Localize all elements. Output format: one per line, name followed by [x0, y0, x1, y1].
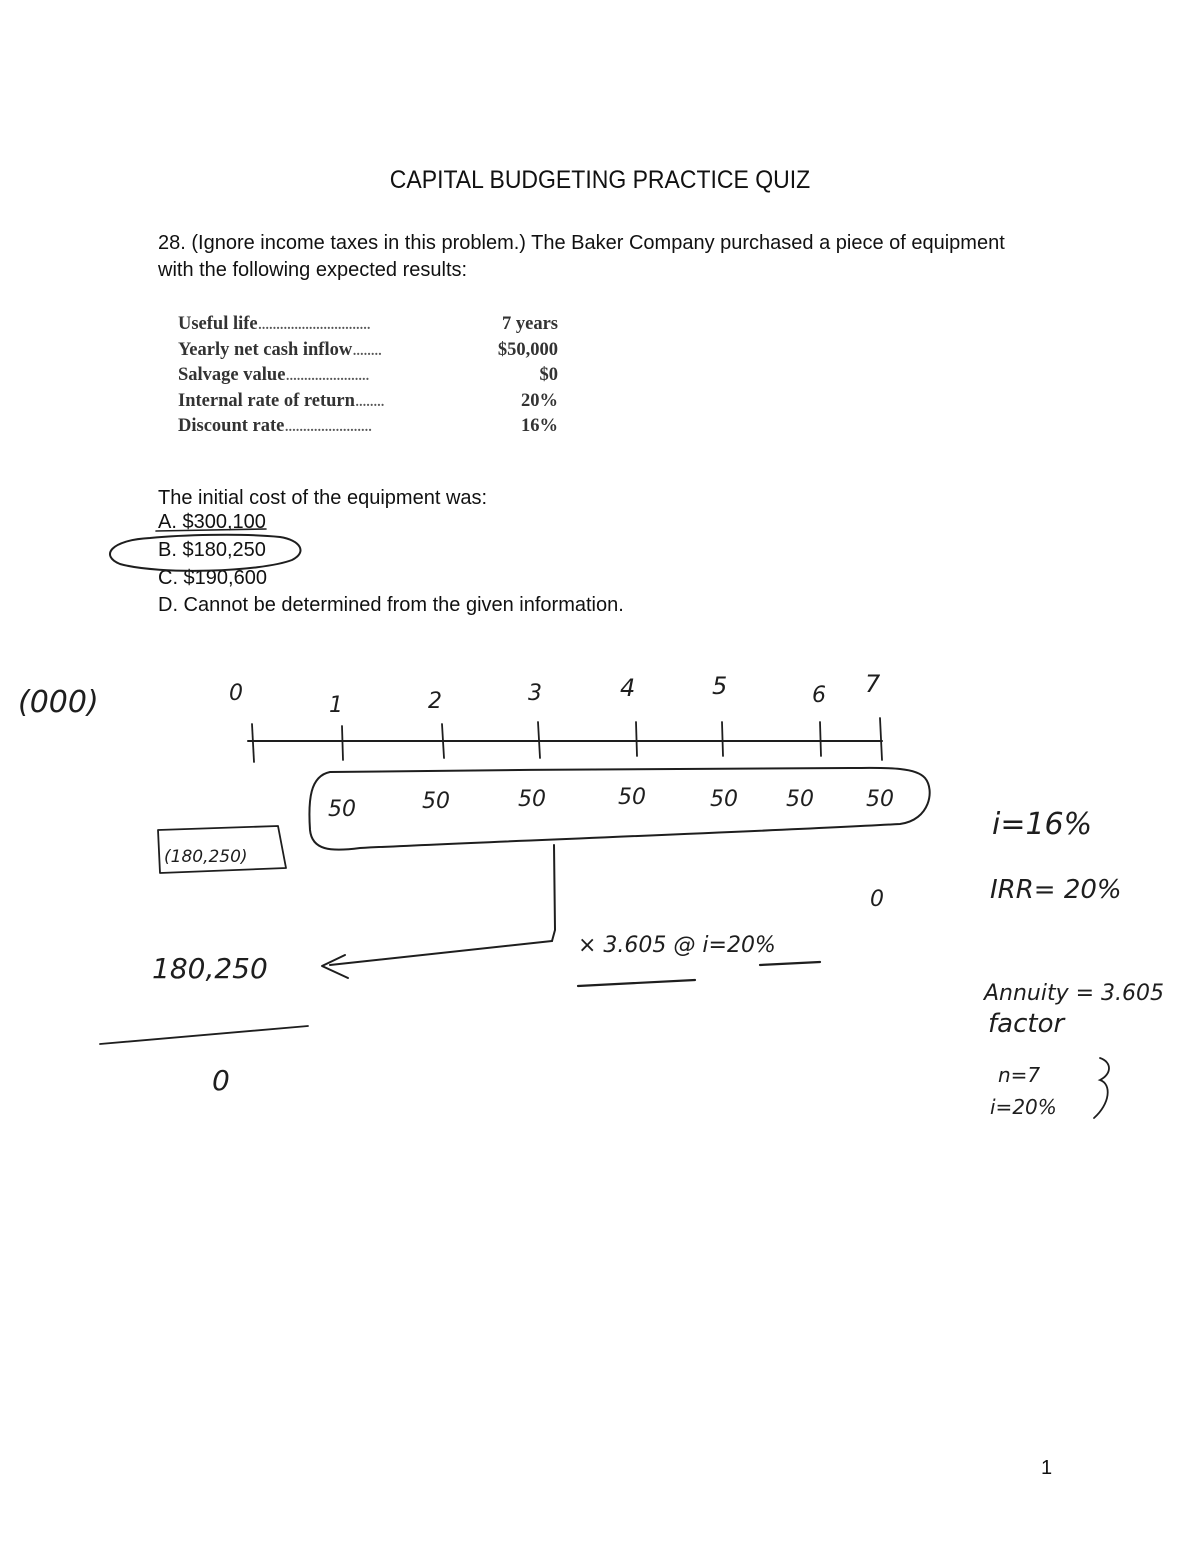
question-line-1: 28. (Ignore income taxes in this problem.) The Baker Company purchased a piece of equipment — [158, 232, 1005, 254]
timeline-tick — [538, 722, 540, 758]
choice-d: D. Cannot be determined from the given information. — [158, 594, 624, 616]
fact-value: 20% — [521, 390, 558, 411]
fact-label: Useful life — [178, 314, 258, 334]
fact-value: 16% — [521, 416, 558, 436]
period-label: 1 — [329, 693, 343, 718]
cash-flow-value: 50 — [328, 797, 356, 822]
fact-value: 7 years — [502, 314, 558, 334]
timeline-tick — [820, 722, 821, 756]
units-note: (000) — [18, 685, 99, 720]
fact-value: $0 — [539, 365, 558, 385]
cash-flow-value: 50 — [518, 787, 546, 812]
choice-a: A. $300,100 — [158, 511, 266, 533]
timeline-tick — [442, 724, 444, 758]
fact-leader-dots: ........ — [354, 390, 384, 411]
timeline-tick — [342, 726, 343, 760]
fact-label: Discount rate — [178, 416, 285, 436]
page-title: CAPITAL BUDGETING PRACTICE QUIZ — [389, 166, 811, 194]
answer-circle — [110, 535, 301, 571]
fact-leader-dots: ........................ — [284, 416, 372, 436]
annuity-factor-label: factor — [988, 1009, 1065, 1039]
cash-flow-value: 50 — [786, 787, 814, 812]
fact-leader-dots: ........ — [352, 339, 382, 360]
underline-multiplier — [578, 980, 695, 986]
discount-rate-note: i=16% — [992, 807, 1093, 842]
arrow-icon — [322, 955, 348, 978]
periods-note: n=7 — [998, 1063, 1041, 1087]
cash-flow-value: 50 — [710, 787, 738, 812]
cash-flow-value: 50 — [866, 787, 894, 812]
cash-flow-value: 50 — [618, 785, 646, 810]
period-label: 0 — [229, 681, 243, 706]
fact-label: Salvage value — [178, 365, 286, 385]
period-label: 7 — [865, 670, 881, 698]
period-label: 6 — [812, 683, 826, 708]
cash-flow-value: 50 — [422, 789, 450, 814]
page-number: 1 — [1041, 1457, 1053, 1479]
irr-note: IRR= 20% — [990, 875, 1122, 905]
fact-label: Internal rate of return — [178, 390, 355, 411]
question-line-2: with the following expected results: — [158, 259, 468, 281]
underline-rate — [760, 962, 820, 965]
strike-choice-a — [156, 529, 266, 531]
timeline-tick — [252, 724, 254, 762]
brace-icon — [1094, 1058, 1109, 1118]
period-label: 2 — [428, 689, 442, 714]
choice-c: C. $190,600 — [158, 567, 267, 589]
period-label: 4 — [620, 674, 636, 702]
rate-note: i=20% — [990, 1095, 1057, 1119]
timeline-tick — [636, 722, 637, 756]
connector-line — [552, 845, 555, 941]
timeline-tick — [722, 722, 723, 756]
zero-mark: 0 — [212, 1064, 230, 1097]
multiplier-note: × 3.605 @ i=20% — [578, 933, 776, 958]
zero-mark: 0 — [870, 887, 884, 912]
choice-b: B. $180,250 — [158, 539, 266, 561]
subtotal-line — [100, 1026, 308, 1044]
fact-value: $50,000 — [497, 339, 558, 360]
arrow-shaft — [330, 941, 552, 965]
result-value: 180,250 — [152, 952, 268, 985]
initial-cost-boxed: (180,250) — [164, 847, 248, 867]
period-label: 3 — [528, 681, 542, 706]
timeline-tick — [880, 718, 882, 760]
fact-leader-dots: ............................... — [257, 314, 371, 334]
answer-prompt: The initial cost of the equipment was: — [158, 487, 488, 509]
fact-leader-dots: ....................... — [285, 365, 369, 385]
annuity-note: Annuity = 3.605 — [984, 981, 1165, 1006]
period-label: 5 — [712, 672, 728, 700]
fact-label: Yearly net cash inflow — [178, 339, 353, 360]
